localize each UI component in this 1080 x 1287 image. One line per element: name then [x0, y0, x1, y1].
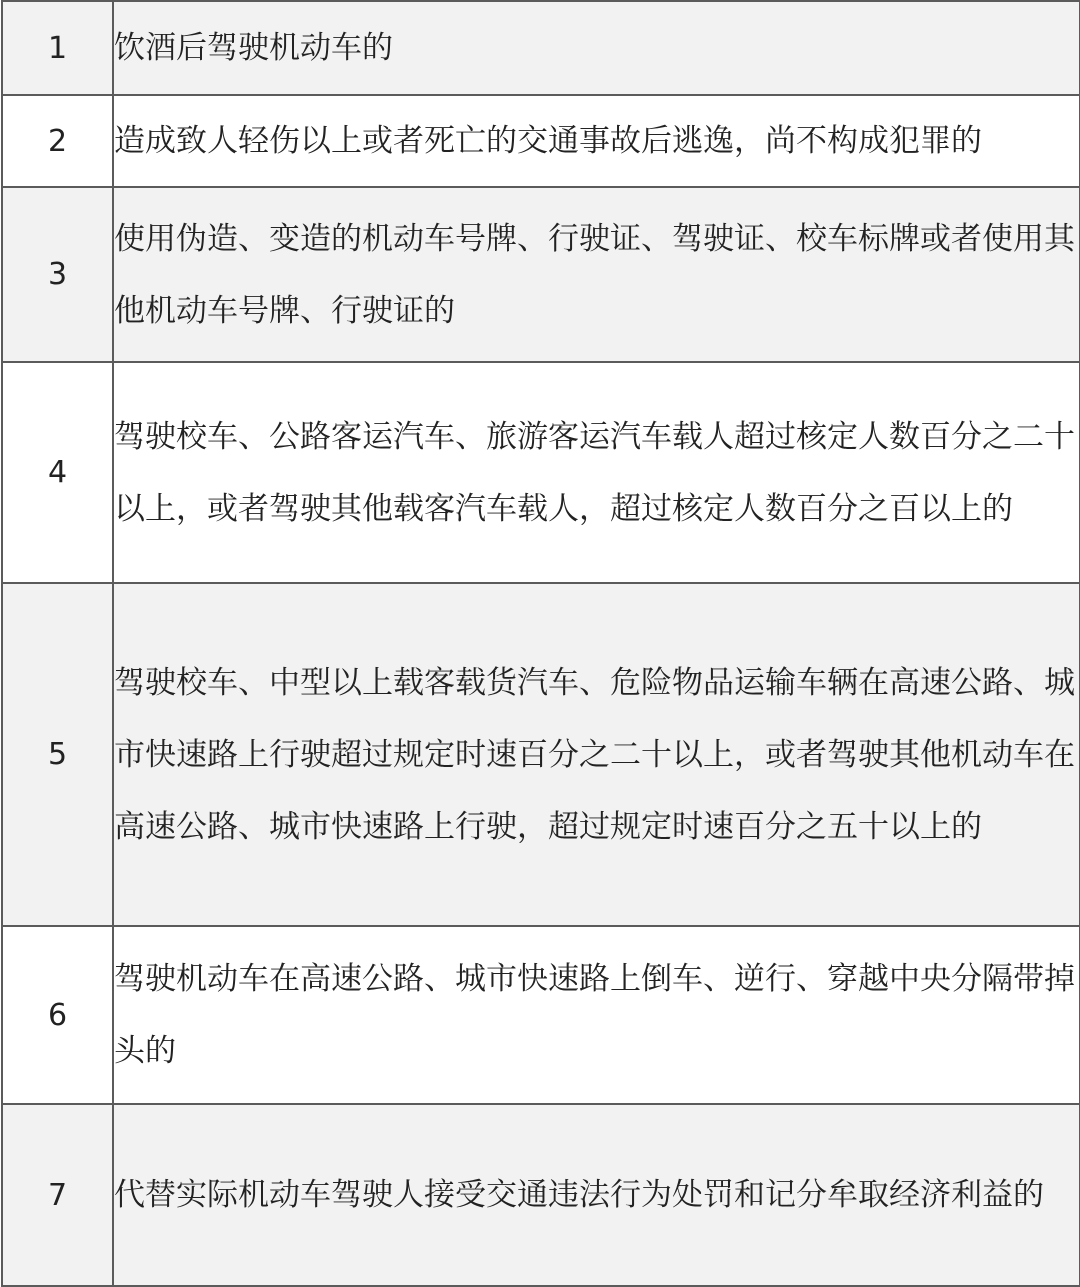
- table-row: [2, 362, 1080, 583]
- row-number: 4: [2, 362, 113, 583]
- table-row: [2, 95, 1080, 187]
- row-text: 驾驶机动车在高速公路、城市快速路上倒车、逆行、穿越中央分隔带掉头的: [113, 926, 1080, 1104]
- row-number: 3: [2, 187, 113, 362]
- row-text: 代替实际机动车驾驶人接受交通违法行为处罚和记分牟取经济利益的: [113, 1104, 1080, 1286]
- table-row: [2, 1, 1080, 95]
- table-row: [2, 187, 1080, 362]
- table-row: [2, 1104, 1080, 1286]
- row-number: 2: [2, 95, 113, 187]
- row-text: 饮酒后驾驶机动车的: [113, 1, 1080, 95]
- row-number: 6: [2, 926, 113, 1104]
- table-row: [2, 926, 1080, 1104]
- violations-table: [1, 0, 1080, 1287]
- row-text: 驾驶校车、公路客运汽车、旅游客运汽车载人超过核定人数百分之二十以上，或者驾驶其他载客汽车载人，超过核定人数百分之百以上的: [113, 362, 1080, 583]
- row-number: 7: [2, 1104, 113, 1286]
- row-text: 使用伪造、变造的机动车号牌、行驶证、驾驶证、校车标牌或者使用其他机动车号牌、行驶证的: [113, 187, 1080, 362]
- table-row: [2, 583, 1080, 926]
- row-number: 1: [2, 1, 113, 95]
- row-number: 5: [2, 583, 113, 926]
- row-text: 造成致人轻伤以上或者死亡的交通事故后逃逸，尚不构成犯罪的: [113, 95, 1080, 187]
- row-text: 驾驶校车、中型以上载客载货汽车、危险物品运输车辆在高速公路、城市快速路上行驶超过规定时速百分之二十以上，或者驾驶其他机动车在高速公路、城市快速路上行驶，超过规定时速百分之五十以上的: [113, 583, 1080, 926]
